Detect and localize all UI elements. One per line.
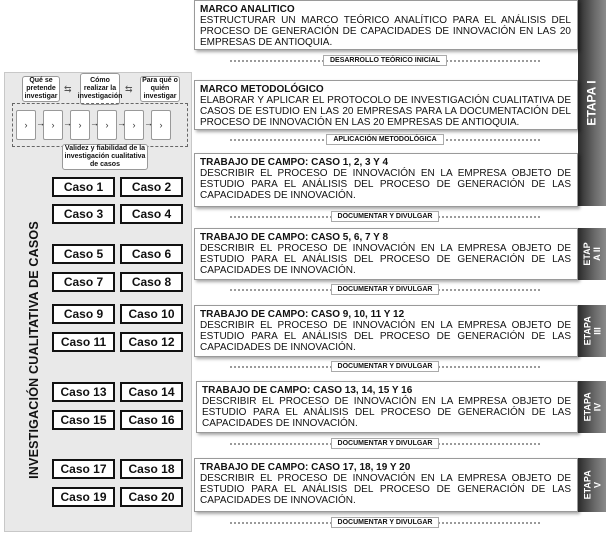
stage-box xyxy=(194,305,578,357)
connector-label: DOCUMENTAR Y DIVULGAR xyxy=(331,517,440,528)
case-box: Caso 7 xyxy=(52,272,115,292)
stage-box xyxy=(194,80,578,130)
process-step-box: › xyxy=(97,110,117,140)
stage-description: DESCRIBIR EL PROCESO DE INNOVACIÓN EN LA EMPRESA OBJETO DE ESTUDIO PARA EL ANÁLISIS DEL PROCESO DE GENERACIÓN DE LAS CAPACIDADES DE INNOVACIÓN. xyxy=(200,243,571,276)
stage-title: MARCO METODOLÓGICO xyxy=(200,84,324,95)
connector-label: DOCUMENTAR Y DIVULGAR xyxy=(331,211,440,222)
arrow-icon: → xyxy=(144,118,153,128)
validity-label: Validez y fiabilidad de la investigación cualitativa de casos xyxy=(64,145,146,168)
connector-label: DOCUMENTAR Y DIVULGAR xyxy=(331,438,440,449)
case-box: Caso 13 xyxy=(52,382,115,402)
case-box: Caso 5 xyxy=(52,244,115,264)
stage-description: ESTRUCTURAR UN MARCO TEÓRICO ANALÍTICO PARA EL ANÁLISIS DEL PROCESO DE GENERACIÓN DE CAPACIDADES DE INNOVACIÓN EN LAS 20 EMPRESAS DE ANTIOQUIA. xyxy=(200,15,571,48)
etapa-3-bar xyxy=(578,305,606,357)
case-box: Caso 18 xyxy=(120,459,183,479)
connector-label: DOCUMENTAR Y DIVULGAR xyxy=(331,284,440,295)
arrow-icon: → xyxy=(90,118,99,128)
etapa-4-bar xyxy=(578,381,606,433)
process-step-box: › xyxy=(124,110,144,140)
connector xyxy=(200,210,570,222)
stage-description: DESCRIBIR EL PROCESO DE INNOVACIÓN EN LA EMPRESA OBJETO DE ESTUDIO PARA EL ANÁLISIS DEL PROCESO DE GENERACIÓN DE LAS CAPACIDADES DE INNOVACIÓN. xyxy=(200,320,571,353)
connector xyxy=(200,133,570,145)
arrow-icon: → xyxy=(36,118,45,128)
stage-title: TRABAJO DE CAMPO: CASO 9, 10, 11 Y 12 xyxy=(200,309,405,320)
connector xyxy=(200,283,570,295)
process-step-box: › xyxy=(70,110,90,140)
stage-title: TRABAJO DE CAMPO: CASO 17, 18, 19 Y 20 xyxy=(200,462,411,473)
process-step-box: › xyxy=(151,110,171,140)
etapa-5-label: ETAPA V xyxy=(582,470,602,500)
stage-title: TRABAJO DE CAMPO: CASO 5, 6, 7 Y 8 xyxy=(200,232,389,243)
question-for-whom xyxy=(140,76,180,102)
arrow-icon: → xyxy=(117,118,126,128)
process-step-box: › xyxy=(16,110,36,140)
connector xyxy=(200,437,570,449)
arrow-icon: → xyxy=(63,118,72,128)
case-box: Caso 11 xyxy=(52,332,115,352)
case-box: Caso 19 xyxy=(52,487,115,507)
stage-title: MARCO ANALITICO xyxy=(200,4,295,15)
connector-label: DOCUMENTAR Y DIVULGAR xyxy=(331,361,440,372)
q-link-icon: ⇆ xyxy=(64,84,72,94)
question-what xyxy=(22,76,60,102)
case-box: Caso 9 xyxy=(52,304,115,324)
case-box: Caso 16 xyxy=(120,410,183,430)
stage-title: TRABAJO DE CAMPO: CASO 13, 14, 15 Y 16 xyxy=(202,385,413,396)
investigation-vertical-label xyxy=(22,175,46,525)
question-how-label: Cómo realizar la investigación xyxy=(77,77,123,100)
connector xyxy=(200,54,570,66)
case-box: Caso 6 xyxy=(120,244,183,264)
etapa-4-label: ETAPA IV xyxy=(582,392,602,422)
case-box: Caso 20 xyxy=(120,487,183,507)
case-box: Caso 2 xyxy=(120,177,183,197)
connector xyxy=(200,516,570,528)
stage-box xyxy=(196,381,578,433)
case-box: Caso 17 xyxy=(52,459,115,479)
etapa-3-label: ETAPA III xyxy=(582,316,602,346)
case-box: Caso 4 xyxy=(120,204,183,224)
stage-description: ELABORAR Y APLICAR EL PROTOCOLO DE INVESTIGACIÓN CUALITATIVA DE CASOS DE ESTUDIO EN LAS 20 EMPRESAS PARA LA DOCUMENTACIÓN DEL PROCESO DE INNOVACIÓN EN LAS 20 EMPRESAS DE ANTIOQUIA. xyxy=(200,95,571,128)
connector xyxy=(200,360,570,372)
etapa-2-label: ETAP A II xyxy=(582,242,602,266)
case-box: Caso 15 xyxy=(52,410,115,430)
question-how xyxy=(77,73,123,105)
connector-label: DESARROLLO TEÓRICO INICIAL xyxy=(323,55,447,66)
stage-title: TRABAJO DE CAMPO: CASO 1, 2, 3 Y 4 xyxy=(200,157,389,168)
etapa-2-bar xyxy=(578,228,606,280)
case-box: Caso 1 xyxy=(52,177,115,197)
etapa-1-bar xyxy=(578,0,606,206)
stage-description: DESCRIBIR EL PROCESO DE INNOVACIÓN EN LA EMPRESA OBJETO DE ESTUDIO PARA EL ANÁLISIS DEL PROCESO DE GENERACIÓN DE LAS CAPACIDADES DE INNOVACIÓN. xyxy=(200,473,571,506)
stage-box xyxy=(194,0,578,50)
stage-box xyxy=(194,153,578,207)
stage-description: DESCRIBIR EL PROCESO DE INNOVACIÓN EN LA EMPRESA OBJETO DE ESTUDIO PARA EL ANÁLISIS DEL PROCESO DE GENERACIÓN DE LAS CAPACIDADES DE INNOVACIÓN. xyxy=(200,168,571,201)
connector-label: APLICACIÓN METODOLÓGICA xyxy=(326,134,443,145)
stage-description: DESCRIBIR EL PROCESO DE INNOVACIÓN EN LA EMPRESA OBJETO DE ESTUDIO PARA EL ANÁLISIS DEL PROCESO DE GENERACIÓN DE LAS CAPACIDADES DE INNOVACIÓN. xyxy=(202,396,571,429)
validity-box xyxy=(62,144,148,170)
vertical-label-text: INVESTIGACIÓN CUALITATIVA DE CASOS xyxy=(27,221,42,479)
process-step-box: › xyxy=(43,110,63,140)
question-for-whom-label: Para qué o quién investigar xyxy=(142,77,178,100)
q-link-icon: ⇆ xyxy=(125,84,133,94)
etapa-1-label: ETAPA I xyxy=(585,80,599,126)
question-what-label: Qué se pretende investigar xyxy=(24,77,58,100)
case-box: Caso 10 xyxy=(120,304,183,324)
case-box: Caso 12 xyxy=(120,332,183,352)
case-box: Caso 3 xyxy=(52,204,115,224)
stage-box xyxy=(194,228,578,280)
etapa-5-bar xyxy=(578,458,606,512)
case-box: Caso 14 xyxy=(120,382,183,402)
stage-box xyxy=(194,458,578,512)
case-box: Caso 8 xyxy=(120,272,183,292)
